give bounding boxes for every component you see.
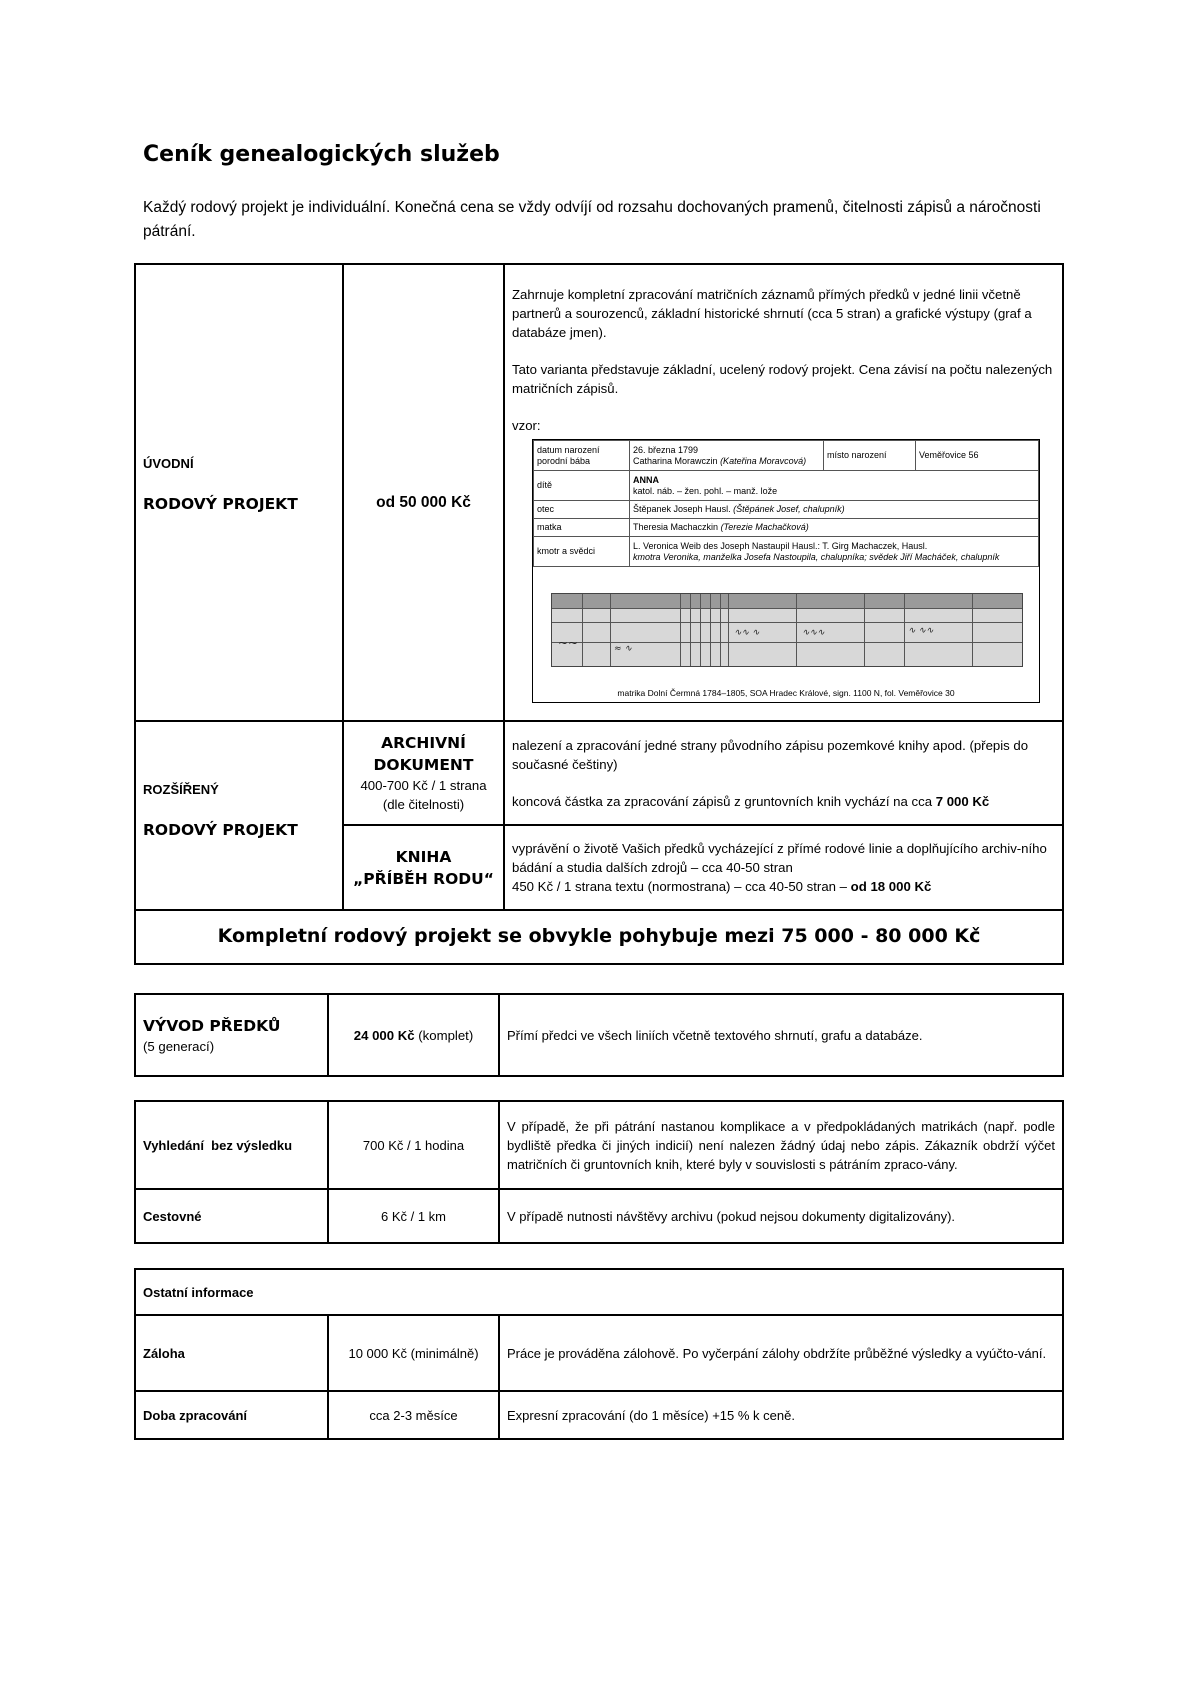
sample-father-value — [630, 501, 1039, 519]
sample-midwife — [633, 456, 820, 467]
sample-godparents-modern: kmotra Veronika, manželka Josefa Nastoupila, chalupníka; svědek Jiří Macháček, chalupník — [633, 551, 1000, 562]
scan-column-line — [690, 594, 691, 666]
scan-rule — [552, 608, 1022, 609]
uvodni-price-cell — [343, 264, 504, 721]
zaloha-price: 10 000 Kč (minimálně) — [328, 1315, 499, 1391]
archivni-desc2 — [512, 792, 1055, 811]
archivni-desc-cell — [504, 721, 1063, 825]
kniha-desc1: vyprávění o životě Vašich předků vycházející z přímé rodové linie a doplňujícího archiv-ního bádání a studia dalších zdrojů – cca 40-50 stran — [512, 841, 1047, 875]
archivni-desc2-amount: 7 000 Kč — [935, 793, 990, 809]
vyvod-label: VÝVOD PŘEDKŮ — [143, 1016, 281, 1035]
extra-services-table — [134, 1100, 1064, 1244]
sample-birth-value — [630, 441, 824, 471]
uvodni-price: od 50 000 Kč — [376, 494, 471, 511]
vyvod-price-amount: 24 000 Kč — [353, 1027, 415, 1043]
scan-column-line — [610, 594, 611, 666]
scan-column-line — [582, 594, 583, 666]
sample-child-info: katol. náb. – žen. pohl. – manž. lože — [633, 485, 778, 496]
doba-desc: Expresní zpracování (do 1 měsíce) +15 % k ceně. — [499, 1391, 1063, 1439]
uvodni-label2: RODOVÝ PROJEKT — [143, 495, 298, 513]
cestovne-desc: V případě nutnosti návštěvy archivu (pokud nejsou dokumenty digitalizovány). — [499, 1189, 1063, 1243]
sample-place-value: Veměřovice 56 — [916, 441, 1039, 471]
scan-handwriting-mark: ∿∿∿ — [802, 628, 825, 638]
uvodni-vzor: vzor: — [512, 418, 541, 433]
scan-handwriting-mark: ∿ ∿∿ — [908, 626, 934, 636]
zaloha-label: Záloha — [135, 1315, 328, 1391]
sample-godparents-label: kmotr a svědci — [534, 537, 630, 567]
sample-child-value — [630, 471, 1039, 501]
ostatni-header: Ostatní informace — [135, 1269, 1063, 1315]
sample-caption: matrika Dolní Čermná 1784–1805, SOA Hradec Králové, sign. 1100 N, fol. Veměřovice 30 — [617, 688, 955, 698]
scan-column-line — [904, 594, 905, 666]
scan-handwriting-mark: ∿∿ ∿ — [734, 628, 760, 638]
sample-father-name: Štěpanek Joseph Hausl. — [633, 504, 731, 514]
rozsireny-label1: ROZŠÍŘENÝ — [143, 782, 219, 797]
sample-midwife-modern: (Kateřina Moravcová) — [720, 455, 807, 466]
scan-rule — [552, 642, 1022, 643]
sample-place-label: místo narození — [824, 441, 916, 471]
sample-record — [532, 439, 1040, 703]
scan-column-line — [710, 594, 711, 666]
komplet-cell — [135, 910, 1063, 964]
vyvod-label-cell — [135, 994, 328, 1076]
uvodni-desc2: Tato varianta představuje základní, ucelený rodový projekt. Cena závisí na počtu nalezených matričních zápisů. — [512, 362, 1053, 396]
doba-label: Doba zpracování — [135, 1391, 328, 1439]
sample-mother-modern: (Terezie Machačková) — [720, 522, 809, 532]
scan-handwriting-mark: ~~ — [558, 636, 579, 650]
sample-birth-label: datum narození porodní bába — [534, 441, 630, 471]
vyvod-price — [354, 1028, 473, 1043]
intro-text: Každý rodový projekt je individuální. Konečná cena se vždy odvíjí od rozsahu dochovaných pramenů, čitelnosti zápisů a náročnosti pátrání. — [143, 199, 1041, 240]
scan-column-line — [864, 594, 865, 666]
sample-father-label: otec — [534, 501, 630, 519]
vyvod-price-note: (komplet) — [414, 1027, 474, 1043]
vyvod-desc: Přímí předci ve všech liniích včetně textového shrnutí, grafu a databáze. — [499, 994, 1063, 1076]
doba-price: cca 2-3 měsíce — [328, 1391, 499, 1439]
scan-rule — [552, 622, 1022, 623]
sample-mother-value — [630, 519, 1039, 537]
uvodni-label1: ÚVODNÍ — [143, 456, 194, 471]
scan-handwriting-mark: ≈ ∿ — [614, 644, 632, 654]
scan-column-line — [728, 594, 729, 666]
archivni-desc1: nalezení a zpracování jedné strany původního zápisu pozemkové knihy apod. (přepis do současné češtiny) — [512, 737, 1029, 772]
register-scan-image — [551, 593, 1023, 667]
kniha-title1: KNIHA — [395, 847, 452, 866]
archivni-title: ARCHIVNÍ DOKUMENT — [373, 734, 474, 774]
vyhledani-label: Vyhledání bez výsledku — [135, 1101, 328, 1189]
scan-column-line — [796, 594, 797, 666]
rozsireny-label2: RODOVÝ PROJEKT — [143, 821, 298, 839]
sample-mother-name: Theresia Machaczkin — [633, 522, 719, 532]
kniha-title2: „PŘÍBĚH RODU“ — [353, 869, 494, 888]
kniha-desc-cell — [504, 825, 1063, 910]
komplet-text: Kompletní rodový projekt se obvykle pohybuje mezi 75 000 - 80 000 Kč — [217, 925, 981, 947]
sample-godparents-value — [630, 537, 1039, 567]
sample-record-table — [533, 440, 1039, 567]
rozsireny-label-cell — [135, 721, 343, 910]
scan-column-line — [700, 594, 701, 666]
zaloha-desc: Práce je prováděna zálohově. Po vyčerpání zálohy obdržíte průběžné výsledky a vyúčto-vání. — [499, 1315, 1063, 1391]
kniha-desc2-amount: od 18 000 Kč — [850, 879, 932, 894]
vyvod-table — [134, 993, 1064, 1077]
vyvod-price-cell — [328, 994, 499, 1076]
sample-midwife-name: Catharina Morawczin — [633, 455, 718, 466]
vyhledani-desc: V případě, že při pátrání nastanou komplikace a v předpokládaných matrikách (např. podle bydliště předka či jiných indicií) není nalezen žádný údaj nebo zápis. Zákazník obdrží výčet matričních či gruntovních knih, které byly v souvislosti s pátráním zpraco-vány. — [499, 1101, 1063, 1189]
kniha-desc2 — [512, 877, 1055, 896]
uvodni-label-cell — [135, 264, 343, 721]
uvodni-desc1: Zahrnuje kompletní zpracování matričních záznamů přímých předků v jedné linii včetně partnerů a sourozenců, základní historické shrnutí (cca 5 stran) a grafické výstupy (graf a databáze jmen). — [512, 287, 1032, 340]
cestovne-price: 6 Kč / 1 km — [328, 1189, 499, 1243]
sample-godparents-orig: L. Veronica Weib des Joseph Nastaupil Hausl.: T. Girg Machaczek, Hausl. — [633, 540, 928, 551]
sample-godparents-modern-wrap — [633, 552, 1035, 563]
archivni-price: 400-700 Kč / 1 strana (dle čitelnosti) — [360, 778, 487, 812]
scan-column-line — [680, 594, 681, 666]
sample-child-name: ANNA — [633, 474, 659, 485]
sample-father-modern: (Štěpánek Josef, chalupník) — [733, 504, 845, 514]
sample-child-label: dítě — [534, 471, 630, 501]
archivni-cell — [343, 721, 504, 825]
vyhledani-price: 700 Kč / 1 hodina — [328, 1101, 499, 1189]
scan-column-line — [720, 594, 721, 666]
cestovne-label: Cestovné — [135, 1189, 328, 1243]
page-title: Ceník genealogických služeb — [143, 142, 500, 167]
archivni-desc2-text: koncová částka za zpracování zápisů z gruntovních knih vychází na cca — [512, 793, 933, 809]
sample-birth-date: 26. března 1799 — [633, 444, 699, 455]
scan-column-line — [972, 594, 973, 666]
other-info-table — [134, 1268, 1064, 1440]
vyvod-sub: (5 generací) — [143, 1038, 215, 1054]
kniha-desc2-text: 450 Kč / 1 strana textu (normostrana) – cca 40-50 stran – — [512, 879, 847, 894]
scan-header-band — [552, 594, 1022, 608]
kniha-cell — [343, 825, 504, 910]
sample-mother-label: matka — [534, 519, 630, 537]
